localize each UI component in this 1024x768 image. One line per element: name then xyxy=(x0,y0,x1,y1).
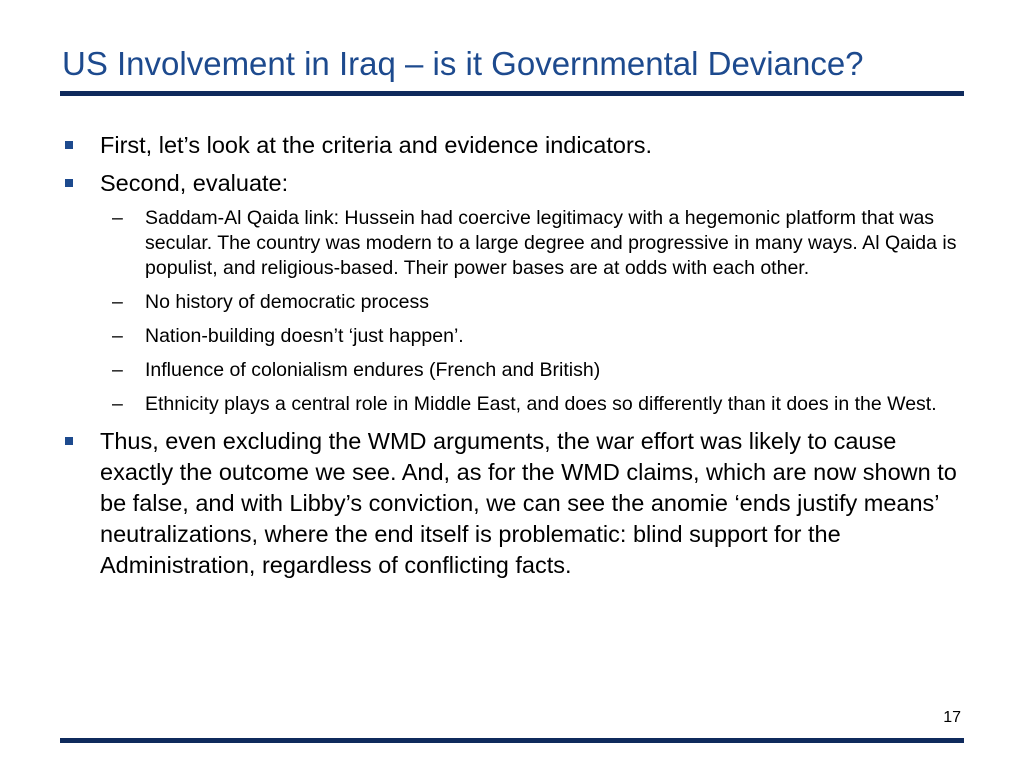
bullet-item-evaluate xyxy=(62,168,967,199)
bullet-item-conclusion xyxy=(62,426,967,581)
dash-bullet-icon: – xyxy=(112,359,123,381)
sub-bullet-item xyxy=(62,206,967,281)
dash-bullet-icon: – xyxy=(112,291,123,313)
dash-bullet-icon: – xyxy=(112,207,123,229)
bullet-text: Thus, even excluding the WMD arguments, the war effort was likely to cause exactly the outcome we see. And, as for the WMD claims, which are now shown to be false, and with Libby’s conviction, we can see the anomie ‘ends justify means’ neutralizations, where the end itself is problematic: blind support for the Administration, regardless of conflicting facts. xyxy=(100,428,957,578)
sub-bullet-text: No history of democratic process xyxy=(145,291,429,313)
bullet-text: First, let’s look at the criteria and evidence indicators. xyxy=(100,132,653,158)
slide-number: 17 xyxy=(943,709,961,726)
square-bullet-icon xyxy=(65,141,73,149)
sub-bullet-list xyxy=(62,206,967,417)
sub-bullet-item xyxy=(62,358,967,383)
sub-bullet-text: Ethnicity plays a central role in Middle East, and does so differently than it does in the West. xyxy=(145,393,937,415)
dash-bullet-icon: – xyxy=(112,393,123,415)
slide-body xyxy=(62,130,967,588)
sub-bullet-text: Influence of colonialism endures (French and British) xyxy=(145,359,601,381)
sub-bullet-text: Saddam-Al Qaida link: Hussein had coercive legitimacy with a hegemonic platform that was secular. The country was modern to a large degree and progressive in many ways. Al Qaida is populist, and religious-based. Their power bases are at odds with each other. xyxy=(145,207,957,279)
title-underline-rule xyxy=(60,91,964,96)
sub-bullet-text: Nation-building doesn’t ‘just happen’. xyxy=(145,325,464,347)
sub-bullet-item xyxy=(62,290,967,315)
square-bullet-icon xyxy=(65,437,73,445)
footer-rule xyxy=(60,738,964,743)
bullet-text: Second, evaluate: xyxy=(100,170,289,196)
dash-bullet-icon: – xyxy=(112,325,123,347)
sub-bullet-item xyxy=(62,392,967,417)
bullet-item-criteria xyxy=(62,130,967,161)
sub-bullet-item xyxy=(62,324,967,349)
slide-title: US Involvement in Iraq – is it Governmental Deviance? xyxy=(62,45,864,82)
square-bullet-icon xyxy=(65,179,73,187)
